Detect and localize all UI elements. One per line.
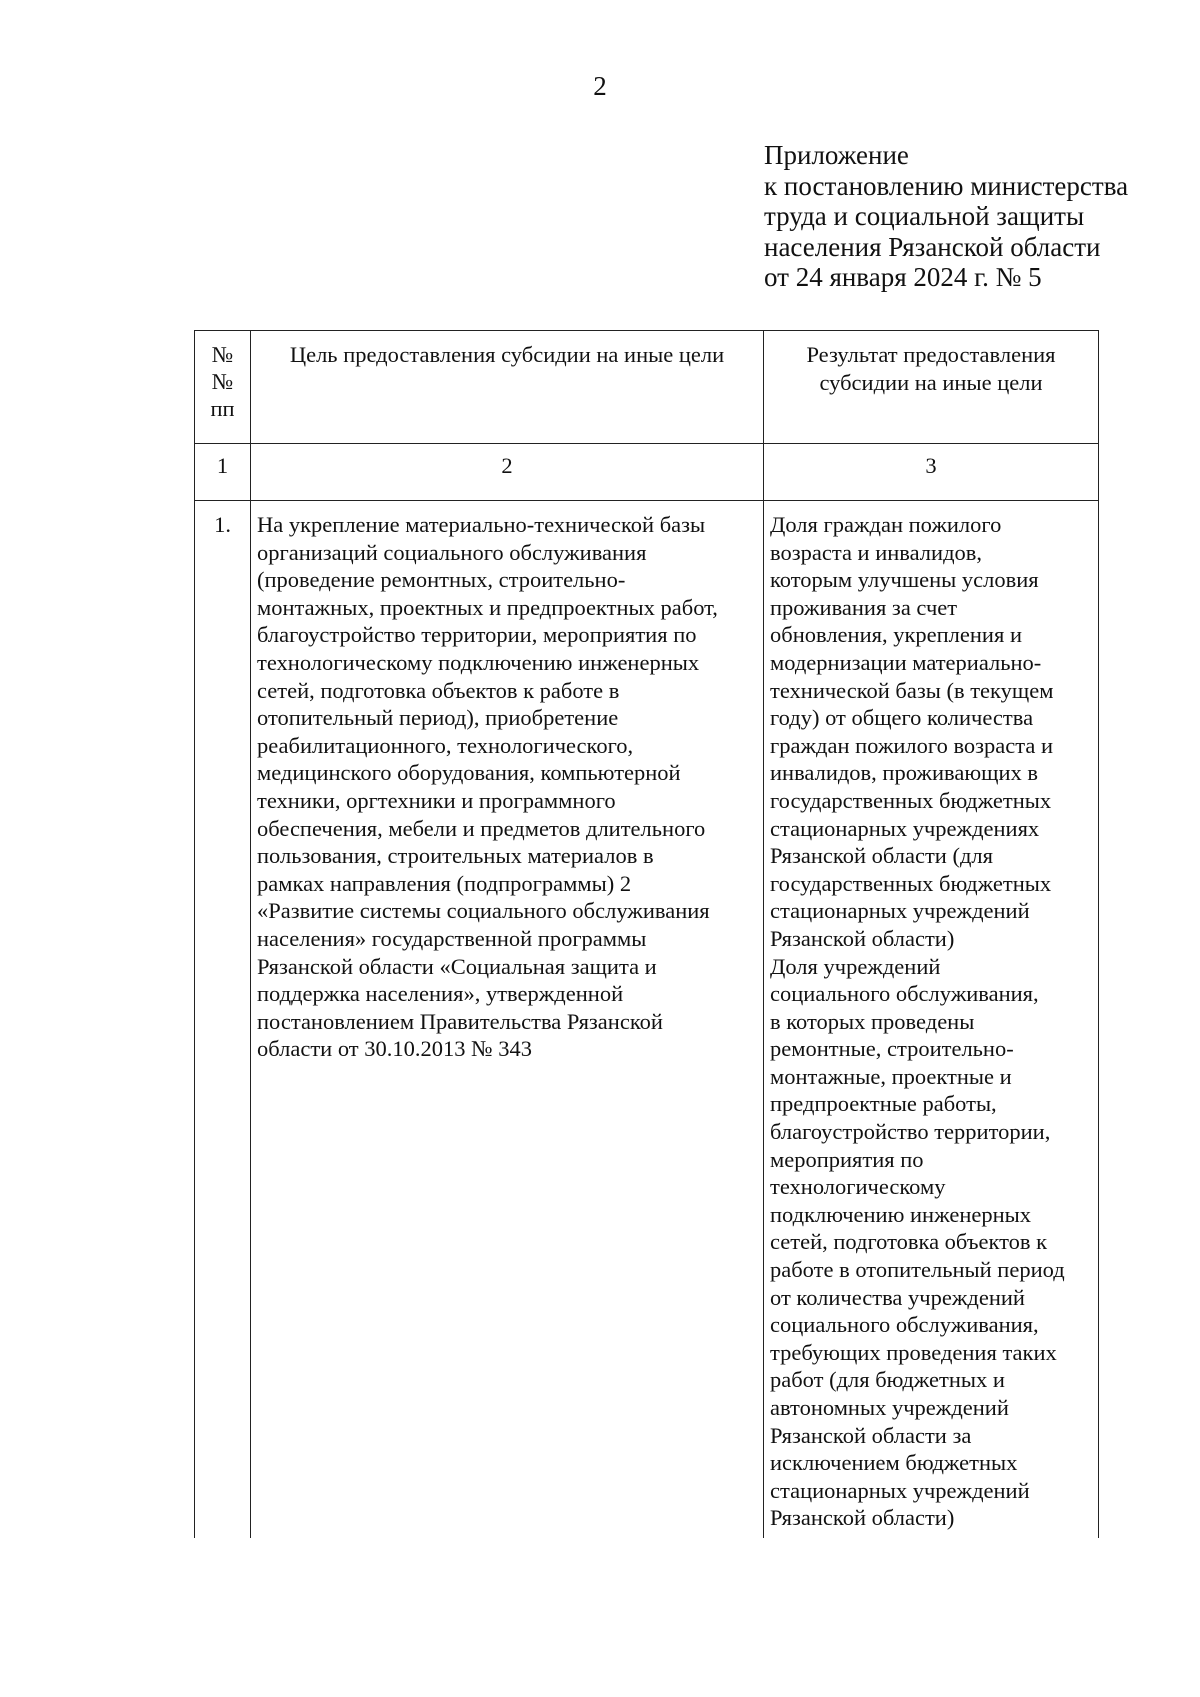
column-index-cell: 2 — [251, 444, 764, 501]
column-index-cell: 1 — [195, 444, 251, 501]
goal-text-line: населения» государственной программы — [257, 925, 647, 951]
goal-text-line: техники, оргтехники и программного — [257, 787, 616, 813]
result-text-line: монтажные, проектные и — [770, 1063, 1012, 1089]
page-number: 2 — [593, 71, 607, 101]
result-text-line: сетей, подготовка объектов к — [770, 1229, 1048, 1255]
subsidy-goals-table — [194, 330, 1099, 1538]
result-text-line: благоустройство территории, — [770, 1119, 1051, 1145]
result-text-line: граждан пожилого возраста и — [770, 732, 1054, 758]
result-text-line: в которых проведены — [770, 1008, 975, 1034]
result-text-line: стационарных учреждений — [770, 1477, 1030, 1503]
result-text-line: Рязанской области) — [770, 1505, 955, 1531]
result-text-line: модернизации материально- — [770, 649, 1042, 675]
appendix-title: Приложение — [764, 140, 909, 170]
result-text-line: году) от общего количества — [770, 705, 1034, 731]
result-text-line: государственных бюджетных — [770, 787, 1052, 813]
header-number-line: № — [211, 369, 234, 394]
table-header-row — [195, 331, 1099, 444]
result-text-line: работ (для бюджетных и — [770, 1367, 1005, 1393]
goal-text-line: медицинского оборудования, компьютерной — [257, 760, 681, 786]
goal-text-line: сетей, подготовка объектов к работе в — [257, 677, 620, 703]
goal-text-line: (проведение ремонтных, строительно- — [257, 567, 626, 593]
header-result-line: субсидии на иные цели — [819, 369, 1043, 395]
header-number — [195, 331, 251, 444]
result-text-line: Рязанской области) — [770, 925, 955, 951]
result-text-line: социального обслуживания, — [770, 981, 1039, 1007]
header-result — [764, 331, 1099, 444]
goal-text-line: обеспечения, мебели и предметов длительного — [257, 815, 706, 841]
header-number-line: № — [211, 342, 234, 367]
result-text-line: проживания за счет — [770, 594, 958, 620]
result-text-line: предпроектные работы, — [770, 1091, 997, 1117]
result-text-line: государственных бюджетных — [770, 870, 1052, 896]
header-goal-text: Цель предоставления субсидии на иные цели — [289, 342, 725, 367]
goal-text-line: отопительный период), приобретение — [257, 705, 619, 731]
table-row — [195, 501, 1099, 1539]
goal-text-line: технологическому подключению инженерных — [257, 649, 700, 675]
result-text-line: работе в отопительный период — [770, 1257, 1065, 1283]
result-text-line: инвалидов, проживающих в — [770, 760, 1038, 786]
goal-text-line: благоустройство территории, мероприятия по — [257, 622, 697, 648]
result-text-line: технологическому — [770, 1174, 946, 1200]
row-number-cell: 1. — [195, 501, 251, 1539]
result-text-line: Рязанской области (для — [770, 843, 993, 869]
result-text-line: от количества учреждений — [770, 1284, 1025, 1310]
appendix-reference-line: населения Рязанской области — [764, 231, 1101, 262]
goal-text-line: монтажных, проектных и предпроектных работ, — [257, 594, 718, 620]
goal-text-line: организаций социального обслуживания — [257, 539, 647, 565]
result-text-line: автономных учреждений — [770, 1395, 1009, 1420]
result-text-line: исключением бюджетных — [770, 1450, 1018, 1476]
result-text-line: мероприятия по — [770, 1146, 924, 1172]
appendix-reference-line: труда и социальной защиты — [764, 201, 1085, 231]
row-goal-cell — [251, 501, 764, 1539]
result-text-line: стационарных учреждениях — [770, 815, 1040, 841]
appendix-heading — [764, 140, 1184, 293]
result-text-line: технической базы (в текущем — [770, 677, 1054, 703]
header-number-line: пп — [210, 396, 235, 421]
result-text-line: обновления, укрепления и — [770, 622, 1022, 648]
row-result-cell — [764, 501, 1099, 1539]
goal-text-line: На укрепление материально-технической базы — [257, 512, 706, 537]
result-text-line: требующих проведения таких — [770, 1339, 1057, 1365]
goal-text-line: пользования, строительных материалов в — [257, 843, 654, 869]
goal-text-line: реабилитационного, технологического, — [257, 732, 634, 758]
column-index-row — [195, 444, 1099, 501]
goal-text-line: поддержка населения», утвержденной — [257, 981, 624, 1007]
result-text-line: Доля учреждений — [770, 953, 941, 979]
result-text-line: Доля граждан пожилого — [770, 512, 1002, 537]
appendix-reference-line: к постановлению министерства — [764, 170, 1129, 201]
result-text-line: подключению инженерных — [770, 1201, 1032, 1227]
goal-text-line: области от 30.10.2013 № 343 — [257, 1036, 532, 1062]
result-text-line: Рязанской области за — [770, 1422, 972, 1448]
result-text-line: ремонтные, строительно- — [770, 1036, 1014, 1062]
goal-text-line: рамках направления (подпрограммы) 2 — [257, 870, 632, 896]
goal-text-line: постановлением Правительства Рязанской — [257, 1008, 663, 1034]
result-text-line: возраста и инвалидов, — [770, 539, 983, 565]
result-text-line: социального обслуживания, — [770, 1312, 1039, 1338]
result-text-line: стационарных учреждений — [770, 898, 1030, 924]
goal-text-line: Рязанской области «Социальная защита и — [257, 953, 657, 979]
goal-text-line: «Развитие системы социального обслуживания — [257, 898, 710, 924]
result-text-line: которым улучшены условия — [770, 567, 1039, 593]
header-result-line: Результат предоставления — [806, 342, 1056, 367]
header-goal — [251, 331, 764, 444]
appendix-date-number: от 24 января 2024 г. № 5 — [764, 262, 1042, 292]
column-index-cell: 3 — [764, 444, 1099, 501]
